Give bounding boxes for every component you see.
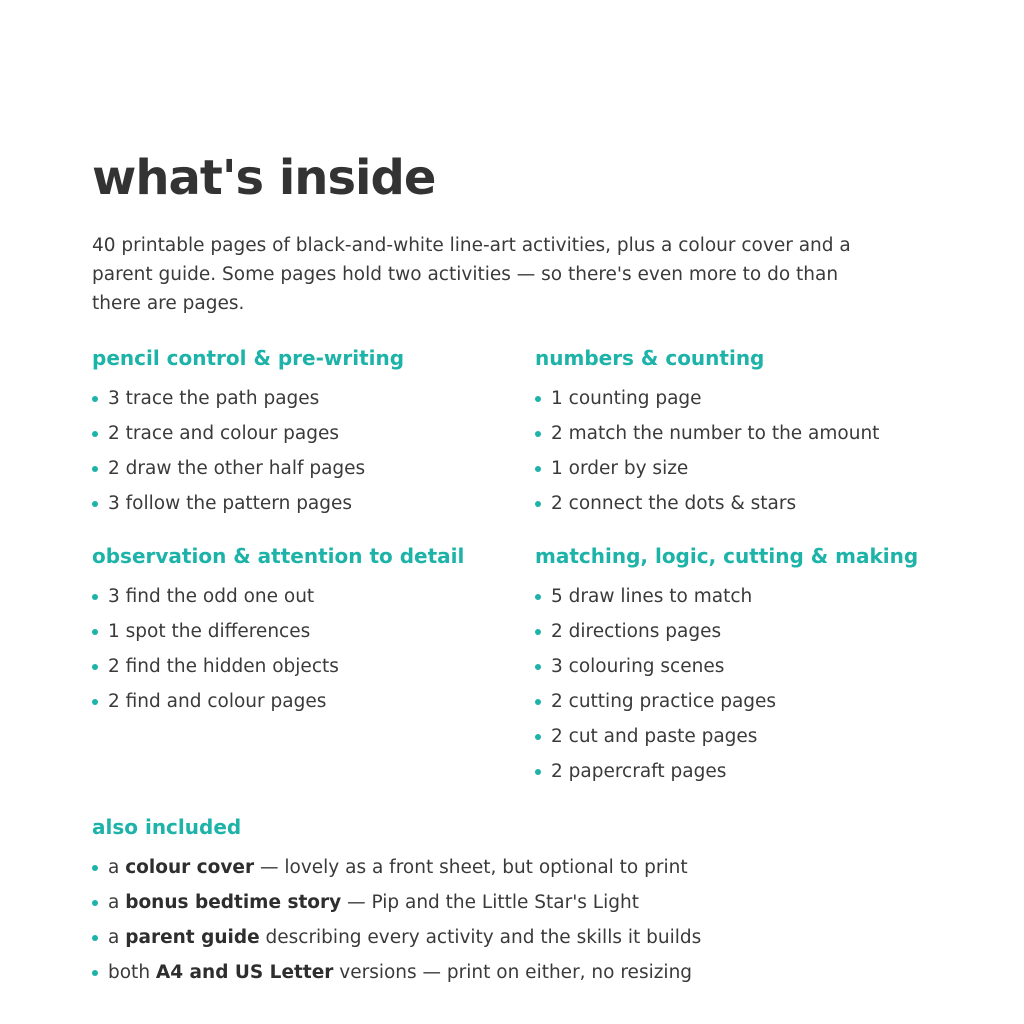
bullet-icon bbox=[535, 594, 541, 600]
item-label: 2 draw the other half pages bbox=[108, 458, 366, 479]
bullet-icon bbox=[92, 935, 98, 941]
item-label: 5 draw lines to match bbox=[551, 586, 753, 607]
item-label: 1 order by size bbox=[551, 458, 689, 479]
item-suffix: — Pip and the Little Star's Light bbox=[341, 892, 639, 913]
item-highlight: colour cover bbox=[125, 857, 255, 878]
bullet-icon bbox=[92, 970, 98, 976]
item-label: 2 find the hidden objects bbox=[108, 656, 339, 677]
item-label: 2 connect the dots & stars bbox=[551, 493, 797, 514]
section-pencil-control bbox=[92, 344, 404, 521]
item-highlight: parent guide bbox=[125, 927, 260, 948]
bullet-icon bbox=[535, 501, 541, 507]
bullet-icon bbox=[92, 431, 98, 437]
bullet-icon bbox=[92, 501, 98, 507]
bullet-icon bbox=[535, 431, 541, 437]
item-label: 1 spot the differences bbox=[108, 621, 311, 642]
item-label: 2 papercraft pages bbox=[551, 761, 727, 782]
item-prefix: a bbox=[108, 857, 126, 878]
item-label: 2 cut and paste pages bbox=[551, 726, 758, 747]
item-list bbox=[535, 381, 879, 521]
item-list bbox=[92, 850, 701, 990]
item-label: 2 match the number to the amount bbox=[551, 423, 880, 444]
item-label: 2 cutting practice pages bbox=[551, 691, 777, 712]
section-title: observation & attention to detail bbox=[92, 544, 465, 568]
list-item bbox=[535, 754, 918, 789]
item-label: 2 directions pages bbox=[551, 621, 722, 642]
item-prefix: a bbox=[108, 927, 126, 948]
list-item bbox=[92, 649, 464, 684]
list-item bbox=[535, 614, 918, 649]
item-label: 3 trace the path pages bbox=[108, 388, 320, 409]
list-item bbox=[535, 649, 918, 684]
item-list bbox=[535, 579, 918, 789]
item-label: 3 follow the pattern pages bbox=[108, 493, 353, 514]
bullet-icon bbox=[535, 466, 541, 472]
list-item bbox=[535, 579, 918, 614]
list-item bbox=[535, 381, 879, 416]
list-item bbox=[92, 416, 404, 451]
bullet-icon bbox=[535, 699, 541, 705]
section-matching-logic bbox=[535, 542, 918, 789]
list-item bbox=[535, 684, 918, 719]
list-item bbox=[92, 920, 701, 955]
list-item bbox=[92, 451, 404, 486]
list-item bbox=[92, 850, 701, 885]
item-label: 2 trace and colour pages bbox=[108, 423, 339, 444]
item-prefix: a bbox=[108, 892, 126, 913]
section-also-included bbox=[92, 813, 701, 990]
bullet-icon bbox=[92, 594, 98, 600]
item-suffix: — lovely as a front sheet, but optional to print bbox=[254, 857, 688, 878]
bullet-icon bbox=[92, 699, 98, 705]
bullet-icon bbox=[92, 396, 98, 402]
item-label: 1 counting page bbox=[551, 388, 702, 409]
section-observation bbox=[92, 542, 464, 719]
bullet-icon bbox=[92, 865, 98, 871]
item-list bbox=[92, 381, 404, 521]
bullet-icon bbox=[535, 629, 541, 635]
section-numbers-counting bbox=[535, 344, 879, 521]
list-item bbox=[535, 719, 918, 754]
item-label: 3 find the odd one out bbox=[108, 586, 315, 607]
list-item bbox=[92, 381, 404, 416]
section-title: matching, logic, cutting & making bbox=[535, 544, 919, 568]
item-suffix: describing every activity and the skills it builds bbox=[259, 927, 702, 948]
item-label: 3 colouring scenes bbox=[551, 656, 725, 677]
item-prefix: both bbox=[108, 962, 156, 983]
list-item bbox=[92, 684, 464, 719]
list-item bbox=[92, 885, 701, 920]
bullet-icon bbox=[92, 664, 98, 670]
item-highlight: bonus bedtime story bbox=[125, 892, 342, 913]
bullet-icon bbox=[92, 900, 98, 906]
bullet-icon bbox=[535, 769, 541, 775]
list-item bbox=[535, 416, 879, 451]
section-title: numbers & counting bbox=[535, 346, 765, 370]
list-item bbox=[92, 486, 404, 521]
list-item bbox=[535, 451, 879, 486]
section-title: pencil control & pre-writing bbox=[92, 346, 405, 370]
page-title: what's inside bbox=[92, 150, 436, 206]
bullet-icon bbox=[535, 396, 541, 402]
intro-paragraph: 40 printable pages of black-and-white line-art activities, plus a colour cover and a parent guide. Some pages hold two activities — so there's even more to do than there are pages. bbox=[92, 235, 851, 314]
item-list bbox=[92, 579, 464, 719]
list-item bbox=[535, 486, 879, 521]
bullet-icon bbox=[92, 629, 98, 635]
list-item bbox=[92, 614, 464, 649]
item-suffix: versions — print on either, no resizing bbox=[333, 962, 693, 983]
bullet-icon bbox=[535, 734, 541, 740]
section-title: also included bbox=[92, 815, 242, 839]
list-item bbox=[92, 955, 701, 990]
item-highlight: A4 and US Letter bbox=[155, 962, 334, 983]
bullet-icon bbox=[535, 664, 541, 670]
item-label: 2 find and colour pages bbox=[108, 691, 327, 712]
bullet-icon bbox=[92, 466, 98, 472]
list-item bbox=[92, 579, 464, 614]
